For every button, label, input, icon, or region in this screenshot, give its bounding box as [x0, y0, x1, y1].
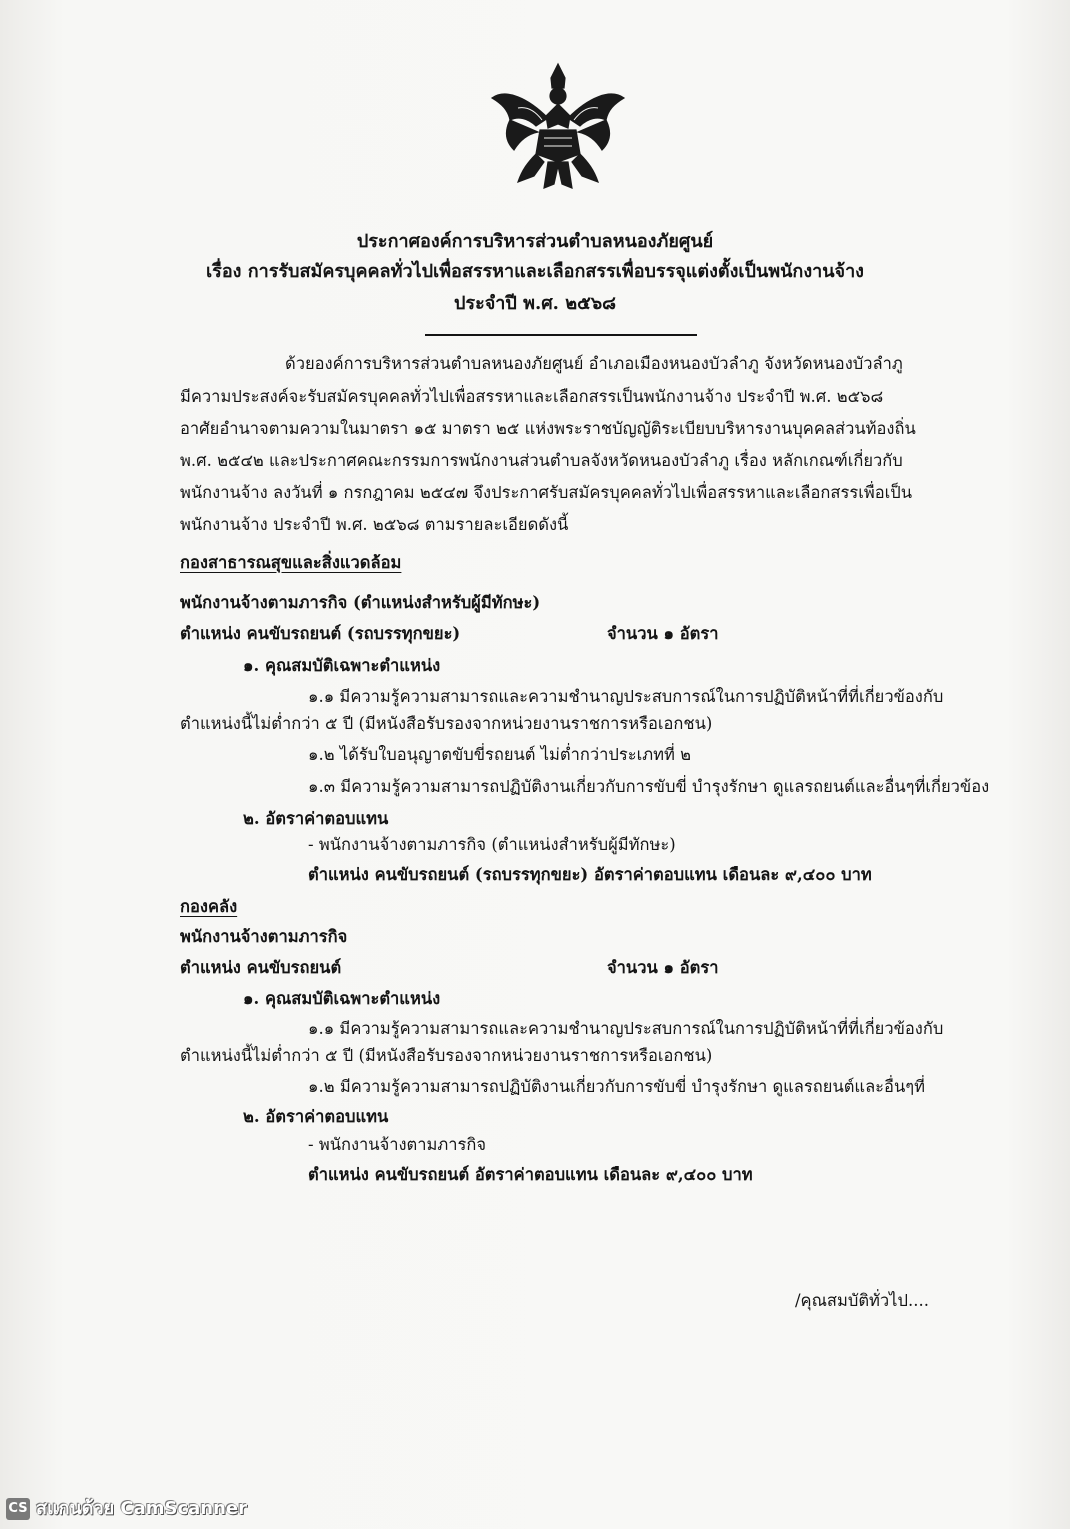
position-title: ตำแหน่ง คนขับรถยนต์ (รถบรรทุกขยะ) [180, 624, 461, 643]
compensation-type: - พนักงานจ้างตามภารกิจ [308, 1135, 487, 1154]
intro-line: พ.ศ. ๒๕๔๒ และประกาศคณะกรรมการพนักงานส่วนตำบลจังหวัดหนองบัวลำภู เรื่อง หลักเกณฑ์เกี่ยวกับ [180, 451, 903, 470]
title-divider [425, 334, 697, 336]
continuation-note: /คุณสมบัติทั่วไป.... [795, 1291, 929, 1310]
announcement-year: ประจำปี พ.ศ. ๒๕๖๘ [454, 293, 616, 314]
announcement-title: ประกาศองค์การบริหารส่วนตำบลหนองภัยศูนย์ [356, 231, 714, 252]
qualification-item-cont: ตำแหน่งนี้ไม่ต่ำกว่า ๕ ปี (มีหนังสือรับรองจากหน่วยงานราชการหรือเอกชน) [180, 1046, 713, 1065]
position-title: ตำแหน่ง คนขับรถยนต์ [180, 958, 342, 977]
compensation-heading: ๒. อัตราค่าตอบแทน [243, 1107, 389, 1126]
position-count: จำนวน ๑ อัตรา [607, 958, 719, 977]
intro-line: ด้วยองค์การบริหารส่วนตำบลหนองภัยศูนย์ อำเภอเมืองหนองบัวลำภู จังหวัดหนองบัวลำภู [285, 354, 903, 373]
qualification-item: ๑.๓ มีความรู้ความสามารถปฏิบัติงานเกี่ยวกับการขับขี่ บำรุงรักษา ดูแลรถยนต์และอื่นๆที่เกี่ยวข้อง [308, 777, 990, 796]
camscanner-logo-icon: CS [6, 1498, 30, 1520]
intro-line: มีความประสงค์จะรับสมัครบุคคลทั่วไปเพื่อสรรหาและเลือกสรรเป็นพนักงานจ้าง ประจำปี พ.ศ. ๒๕๖๘ [180, 387, 884, 406]
announcement-subject: เรื่อง การรับสมัครบุคคลทั่วไปเพื่อสรรหาและเลือกสรรเพื่อบรรจุแต่งตั้งเป็นพนักงานจ้าง [206, 261, 864, 282]
scanner-watermark-text: สแกนด้วย CamScanner [36, 1498, 248, 1519]
qualification-item-cont: ตำแหน่งนี้ไม่ต่ำกว่า ๕ ปี (มีหนังสือรับรองจากหน่วยงานราชการหรือเอกชน) [180, 714, 713, 733]
qualification-item: ๑.๑ มีความรู้ความสามารถและความชำนาญประสบการณ์ในการปฏิบัติหน้าที่ที่เกี่ยวข้องกับ [308, 687, 944, 706]
qualification-heading: ๑. คุณสมบัติเฉพาะตำแหน่ง [243, 656, 441, 675]
employee-type: พนักงานจ้างตามภารกิจ (ตำแหน่งสำหรับผู้มีทักษะ) [180, 593, 541, 612]
qualification-heading: ๑. คุณสมบัติเฉพาะตำแหน่ง [243, 989, 441, 1008]
garuda-emblem-icon [488, 58, 628, 198]
department-heading: กองคลัง [180, 897, 238, 916]
qualification-item: ๑.๑ มีความรู้ความสามารถและความชำนาญประสบการณ์ในการปฏิบัติหน้าที่ที่เกี่ยวข้องกับ [308, 1019, 944, 1038]
department-heading: กองสาธารณสุขและสิ่งแวดล้อม [180, 553, 402, 572]
intro-line: พนักงานจ้าง ประจำปี พ.ศ. ๒๕๖๘ ตามรายละเอียดดังนี้ [180, 515, 569, 534]
compensation-type: - พนักงานจ้างตามภารกิจ (ตำแหน่งสำหรับผู้มีทักษะ) [308, 835, 676, 854]
employee-type: พนักงานจ้างตามภารกิจ [180, 927, 348, 946]
qualification-item: ๑.๒ มีความรู้ความสามารถปฏิบัติงานเกี่ยวกับการขับขี่ บำรุงรักษา ดูแลรถยนต์และอื่นๆที่ [308, 1077, 925, 1096]
intro-line: อาศัยอำนาจตามความในมาตรา ๑๕ มาตรา ๒๕ แห่งพระราชบัญญัติระเบียบบริหารงานบุคคลส่วนท้องถิ่น [180, 419, 916, 438]
position-count: จำนวน ๑ อัตรา [607, 624, 719, 643]
scanner-watermark [6, 1493, 247, 1517]
compensation-line: ตำแหน่ง คนขับรถยนต์ (รถบรรทุกขยะ) อัตราค่าตอบแทน เดือนละ ๙,๔๐๐ บาท [308, 865, 872, 884]
intro-line: พนักงานจ้าง ลงวันที่ ๑ กรกฎาคม ๒๕๔๗ จึงประกาศรับสมัครบุคคลทั่วไปเพื่อสรรหาและเลือกสรรเพื่อเป็น [180, 483, 913, 502]
compensation-line: ตำแหน่ง คนขับรถยนต์ อัตราค่าตอบแทน เดือนละ ๙,๔๐๐ บาท [308, 1165, 753, 1184]
qualification-item: ๑.๒ ได้รับใบอนุญาตขับขี่รถยนต์ ไม่ต่ำกว่าประเภทที่ ๒ [308, 745, 692, 764]
compensation-heading: ๒. อัตราค่าตอบแทน [243, 809, 389, 828]
